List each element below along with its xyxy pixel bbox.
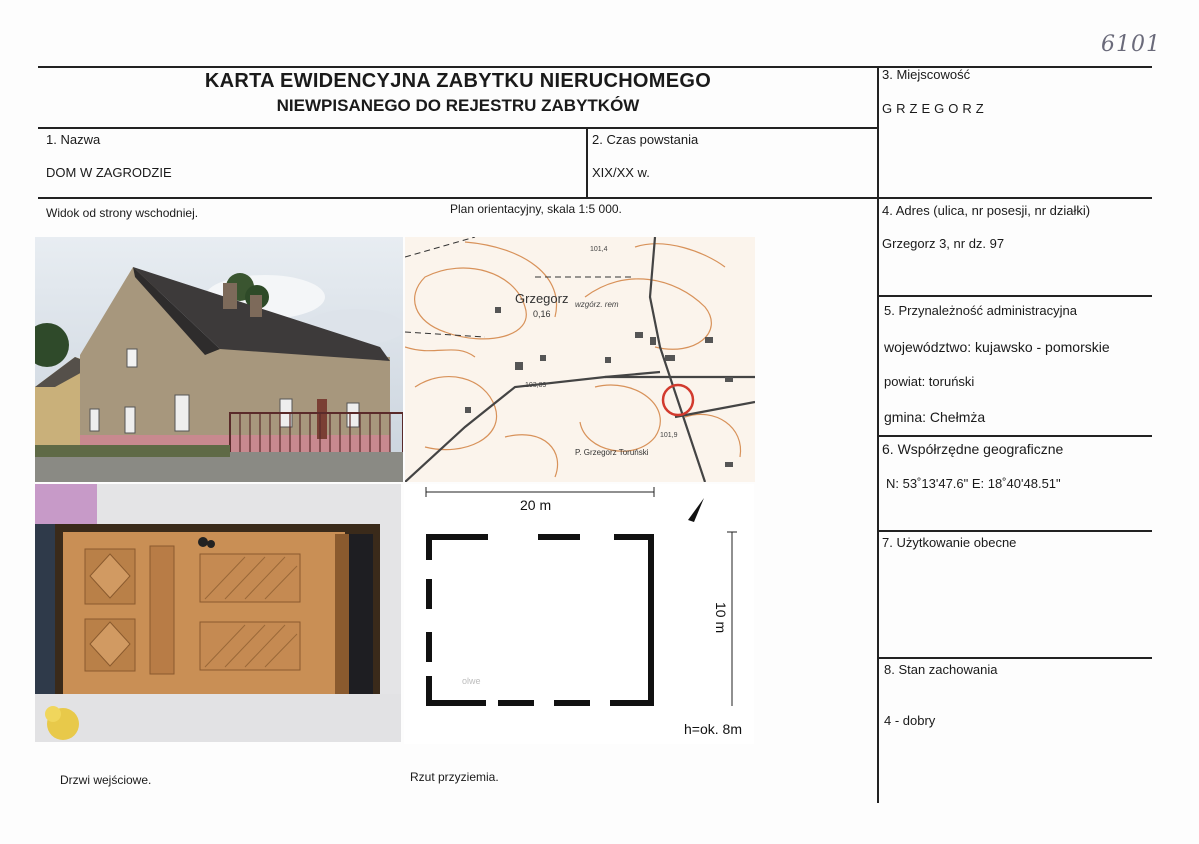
map-village-label: Grzegorz — [515, 291, 569, 306]
date-value: XIX/XX w. — [592, 165, 650, 180]
map-elev3-label: 101,9 — [660, 432, 678, 439]
coords-label: 6. Współrzędne geograficzne — [882, 441, 1064, 457]
top-border — [38, 66, 1152, 68]
name-row-bottom-border — [38, 197, 1152, 199]
name-value: DOM W ZAGRODZIE — [46, 165, 172, 180]
date-label: 2. Czas powstania — [592, 132, 699, 147]
admin-bottom-border — [877, 435, 1152, 437]
floor-width-label: 20 m — [520, 497, 552, 513]
view-caption: Widok od strony wschodniej. — [46, 206, 199, 220]
document-subtitle: NIEWPISANEGO DO REJESTRU ZABYTKÓW — [276, 96, 640, 115]
coords-bottom-border — [877, 530, 1152, 532]
map-road-label: P. Grzegorz Toruński — [575, 448, 649, 457]
floor-caption: Rzut przyziemia. — [410, 770, 499, 784]
floor-plan — [404, 484, 754, 744]
condition-value: 4 - dobry — [884, 713, 936, 728]
map-note-label: wzgórz. rem — [575, 300, 619, 309]
document-title: KARTA EWIDENCYJNA ZABYTKU NIERUCHOMEGO — [204, 70, 712, 92]
address-value: Grzegorz 3, nr dz. 97 — [882, 236, 1005, 251]
orientation-map — [405, 237, 755, 482]
map-value-label: 0,16 — [533, 309, 551, 319]
door-photo — [35, 484, 401, 742]
county-value: powiat: toruński — [884, 374, 975, 389]
address-label: 4. Adres (ulica, nr posesji, nr działki) — [882, 203, 1091, 218]
voivodeship-value: województwo: kujawsko - pomorskie — [884, 339, 1110, 355]
name-label: 1. Nazwa — [46, 132, 101, 147]
place-label: 3. Miejscowość — [882, 67, 971, 82]
commune-value: gmina: Chełmża — [884, 409, 986, 425]
title-bottom-border — [38, 127, 878, 129]
door-caption: Drzwi wejściowe. — [60, 773, 152, 787]
map-elev1-label: 101,4 — [590, 246, 608, 253]
usage-bottom-border — [877, 657, 1152, 659]
name-date-divider — [586, 127, 588, 198]
coords-value: N: 53˚13'47.6" E: 18˚40'48.51" — [886, 476, 1061, 491]
handwritten-catalog-number: 6101 — [1101, 32, 1161, 57]
address-bottom-border — [877, 295, 1152, 297]
floor-depth-label: 10 m — [713, 602, 729, 634]
floor-height-label: h=ok. 8m — [684, 721, 742, 737]
admin-label: 5. Przynależność administracyjna — [884, 303, 1077, 318]
map-elev2-label: 103,89 — [525, 382, 547, 389]
floor-room-label: olwe — [462, 676, 481, 686]
condition-label: 8. Stan zachowania — [884, 662, 998, 677]
plan-caption: Plan orientacyjny, skala 1:5 000. — [450, 202, 622, 216]
place-value: GRZEGORZ — [882, 101, 988, 116]
house-photo — [35, 237, 403, 482]
usage-label: 7. Użytkowanie obecne — [882, 535, 1017, 550]
